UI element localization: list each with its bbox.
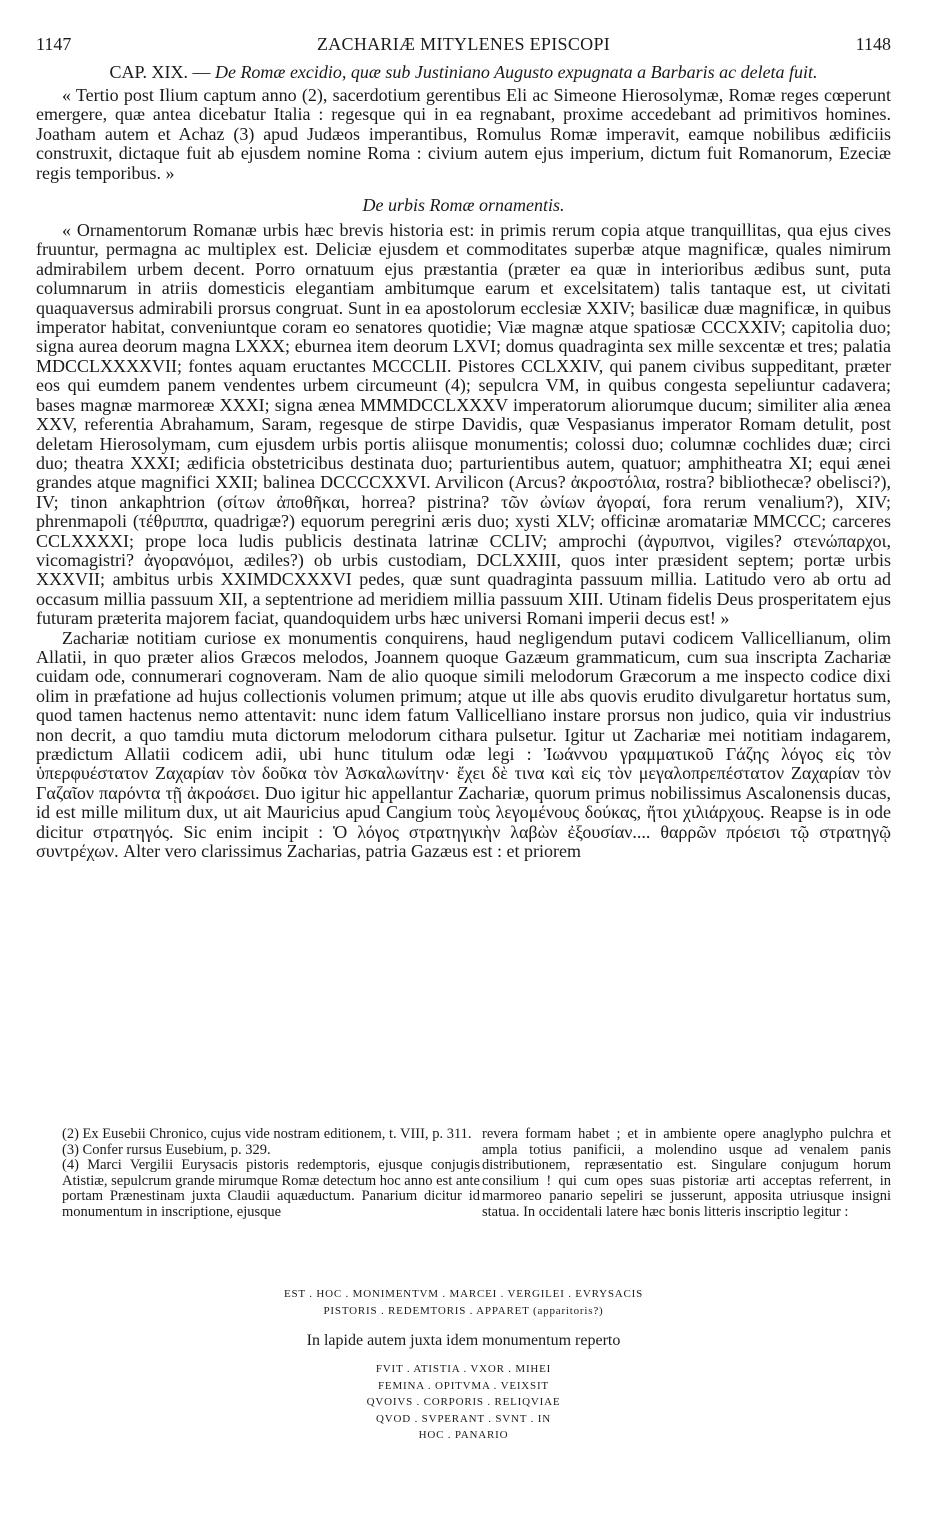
running-header [36, 34, 891, 56]
inscription-line: EST . HOC . MONIMENTVM . MARCEI . VERGILEI . EVRYSACIS [283, 1288, 644, 1300]
running-title: ZACHARIÆ MITYLENES EPISCOPI [316, 34, 611, 54]
section-subtitle: De urbis Romæ ornamentis. [362, 195, 565, 216]
footnotes-right-column [482, 1127, 891, 1221]
page-number-left: 1147 [36, 34, 72, 54]
chapter-label: CAP. XIX. — [109, 62, 211, 82]
footnote: (4) Marci Vergilii Eurysacis pistoris redemptoris, ejusque conjugis Atistiæ, sepulcrum grande mirumque Romæ detectum hoc anno est ante portam Prænestinam juxta Claudii aquæductum. Panarium dicitur id monumentum in inscriptione, ejusque [62, 1157, 480, 1220]
footnote-continuation: revera formam habet ; et in ambiente opere anaglypho pulchra et ampla totius panificii, a molendino usque ad venalem panis distributionem, repræsentatio est. Singulare conjugum horum consilium ! qui cum opes suas pistoriæ arti acceptas referrent, in marmoreo panario sepeliri se jusserunt, apposita utriusque insigni statua. In occidentali latere hæc bonis litteris inscriptio legitur : [482, 1126, 891, 1220]
inscription-block-1 [36, 1286, 891, 1319]
inscription-line: QVOIVS . CORPORIS . RELIQVIAE [366, 1396, 561, 1408]
footnote: (2) Ex Eusebii Chronico, cujus vide nostram editionem, t. VIII, p. 311. [62, 1126, 472, 1142]
paragraph: Zachariæ notitiam curiose ex monumentis conquirens, haud negligendum putavi codicem Vallicellianum, olim Allatii, in quo præter alios Græcos melodos, Joannem quoque Gazæum grammaticum, cum sua inscripta Zachariæ cuidam ode, connumerari cognoveram. Nam de alio quoque simili melodorum Græcorum a me inspecto codice dixi olim in præfatione ad hujus collectionis volumen primum; atque ut ille abs quovis erudito divulgaretur hortatus sum, quod tamen hactenus nemo attentavit: nunc idem fatum Vallicelliano instare prorsus non judico, quia vir industrius non decrit, a quo tamdiu muta dictorum melodorum cithara pulsetur. Igitur ut Zachariæ mei notitiam indagarem, prædictum Allatii codicem adii, ubi hunc titulum odæ legi : Ἰωάννου γραμματικοῦ Γάζης λόγος εἰς τὸν ὑπερφυέστατον Ζαχαρίαν τὸν δοῦκα τὸν Ἀσκαλωνίτην· ἔχει δὲ τινα καὶ εἰς τὸν μεγαλοπρεπέστατον Ζαχαρίαν τὸν Γαζαῖον παρόντα τῇ ἀκροάσει. Duo igitur hic appellantur Zachariæ, quorum primus nobilissimus Ascalonensis ducas, id est mille militum dux, ut ait Mauricius apud Cangium τοὺς λεγομένους δούκας, ἤτοι χιλιάρχους. Reapse is in ode dicitur στρατηγός. Sic enim incipit : Ὁ λόγος στρατηγικὴν λαβὼν ἐξουσίαν.... θαρρῶν πρόεισι τῷ στρατηγῷ συντρέχων. Alter vero clarissimus Zacharias, patria Gazæus est : et priorem [36, 627, 891, 862]
footnote-divider [36, 1114, 891, 1115]
inscription-line: PISTORIS . REDEMTORIS . APPARET (apparitoris?) [323, 1304, 604, 1317]
footnotes-left-column [62, 1127, 480, 1221]
inscription-line: FVIT . ATISTIA . VXOR . MIHEI [375, 1363, 552, 1375]
inscription-line: FEMINA . OPITVMA . VEIXSIT [378, 1379, 549, 1392]
inscription-line: HOC . PANARIO [418, 1429, 509, 1441]
main-text [36, 62, 891, 861]
inscription-intro: In lapide autem juxta idem monumentum reperto [306, 1332, 621, 1349]
inscription-block-2 [36, 1361, 891, 1444]
chapter-title: De Romæ excidio, quæ sub Justiniano Augusto expugnata a Barbaris ac deleta fuit. [214, 62, 818, 82]
inscription-line: QVOD . SVPERANT . SVNT . IN [376, 1412, 551, 1425]
paragraph: « Tertio post Ilium captum anno (2), sacerdotium gerentibus Eli ac Simeone Hierosolymæ, Romæ reges cœperunt emergere, quæ antea dicebatur Italia : regesque qui in ea regnabant, proxime accedebant ad primitivos homines. Joatham autem et Achaz (3) apud Judæos imperantibus, Romulus Romæ imperavit, eamque nobilibus ædificiis construxit, dictaque fuit ab ejusdem nomine Roma : civium autem ejus imperium, dictum fuit Romanorum, Ezeciæ regis temporibus. » [36, 85, 891, 183]
footnote: (3) Confer rursus Eusebium, p. 329. [62, 1141, 271, 1158]
chapter-heading [36, 62, 891, 82]
paragraph: « Ornamentorum Romanæ urbis hæc brevis historia est: in primis rerum copia atque tranquillitas, qua ejus cives fruuntur, permagna ac multiplex est. Deliciæ ejusdem et commoditates superbæ atque magnificæ, quales nimirum admirabilem urbem decent. Porro ornatuum ejus præstantia (præter ea quæ in interioribus ædibus sunt, puta columnarum in atriis domesticis elegantiam ambitumque earum et excelsitatem) talis tantaque est, ut civitati quaquaversus admirabili prorsus congruat. Sunt in ea apostolorum ecclesiæ XXIV; basilicæ duæ magnificæ, in quibus imperator habitat, conveniuntque coram eo senatores quotidie; Viæ magnæ atque spatiosæ CCCXXIV; capitolia duo; signa aurea deorum magna LXXX; eburnea item deorum LXVI; domus quadraginta sex mille sexcentæ et tres; palatia MDCCLXXXXVII; fontes aquam eructantes MCCCLII. Pistores CCLXXIV, qui panem civibus suppeditant, præter eos qui eumdem panem vendentes urbem circumeunt (4); sepulcra VM, in quibus congesta sepeliuntur cadavera; bases magnæ marmoreæ XXXI; signa ænea MMMDCCLXXXV imperatorum aliorumque ducum; similiter alia ænea XXV, referentia Abrahamum, Saram, regesque de stirpe Davidis, quæ Vespasianus imperator Romam detulit, post deletam Hierosolymam, cum ejusdem urbis portis aliisque monumentis; colossi duo; columnæ cochlides duæ; circi duo; theatra XXXI; ædificia obstetricibus destinata duo; parturientibus autem, quatuor; amphitheatra XI; equi ænei grandes atque magnifici XXII; balinea DCCCCXXVI. Arvilicon (Arcus? ἀκροστόλια, rostra? bibliothecæ? obelisci?), IV; tinon ankaphtrion (σίτων ἀποθῆκαι, horrea? pistrina? τῶν ὠνίων ἀγοραί, fora rerum venalium?), XIV; phrenmapoli (τέθριππα, quadrigæ?) equorum peregrini æris duo; xysti XLV; officinæ aromatariæ MMCCC; carceres CCLXXXXI; prope loca ludis publicis destinata latrinæ CCLIV; amprochi (ἀγρυπνοι, vigiles? στενώπαρχοι, vicomagistri? ἀγορανόμοι, ædiles?) ob urbis custodiam, DCLXXIII, quos inter præsident septem; portæ urbis XXXVII; ambitus urbis XXIMDCXXXVI pedes, quæ sunt quadraginta passuum millia. Latitudo vero ab ortu ad occasum millia passuum XII, a septentrione ad meridiem millia passuum XIII. Utinam fidelis Deus prosperitatem ejus futuram præterita majorem faciat, quandoquidem urbs hæc universi Romani imperii decus est! » [36, 220, 891, 629]
page-number-right: 1148 [855, 34, 891, 54]
